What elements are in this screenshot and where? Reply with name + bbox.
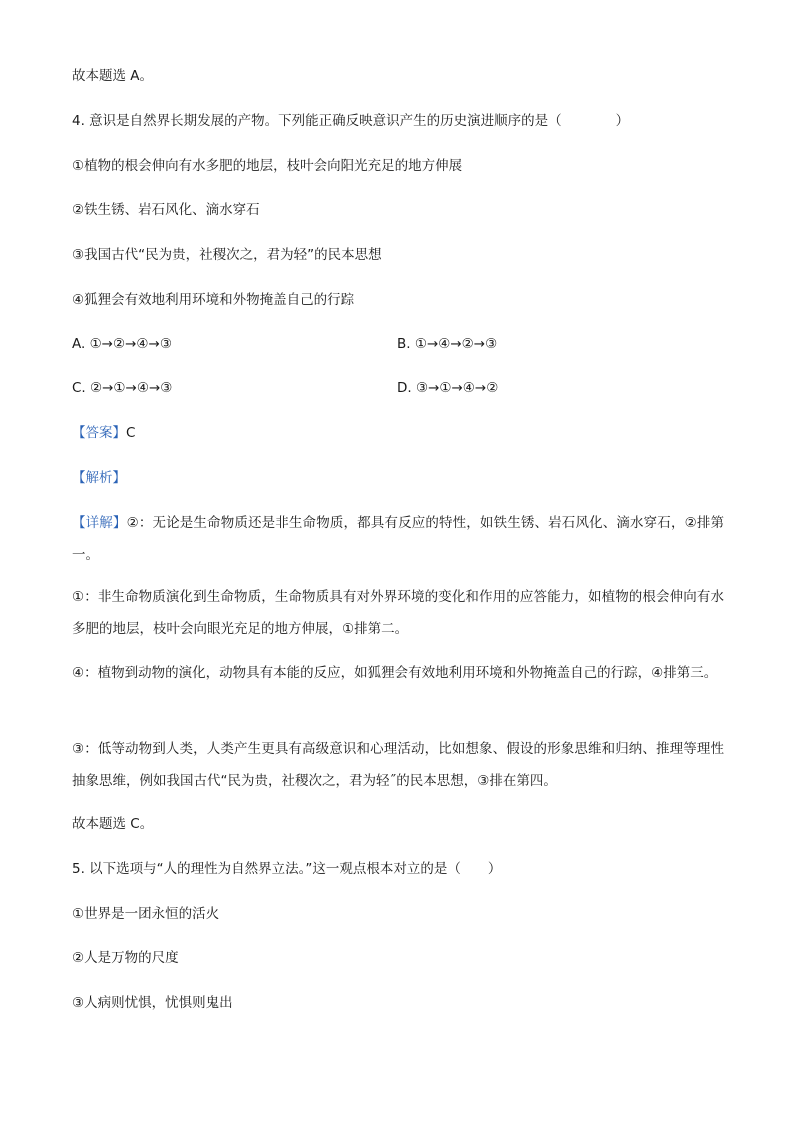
detail-paragraph-4: ③：低等动物到人类，人类产生更具有高级意识和心理活动，比如想象、假设的形象思维和归纳、推理等理性抽象思维，例如我国古代“民为贵，社稷次之，君为轻˝的民本思想，③排在第四。 [72,741,724,789]
question-4-item-2: ②铁生锈、岩石风化、滴水穿石 [72,202,260,218]
option-b: B. ①→④→②→③ [397,336,498,352]
option-a: A. ①→②→④→③ [72,336,172,352]
option-d: D. ③→①→④→② [397,380,499,396]
detail-label: 【详解】 [72,515,127,531]
option-c: C. ②→①→④→③ [72,380,173,396]
detail-paragraph-1 [72,507,724,571]
question-5-stem: 5. 以下选项与“人的理性为自然界立法。”这一观点根本对立的是（ ） [72,861,502,877]
detail-paragraph-3: ④：植物到动物的演化，动物具有本能的反应，如狐狸会有效地利用环境和外物掩盖自己的行踪，④排第三。 [72,665,718,681]
answer-label: 【答案】 [72,425,126,441]
question-5-item-3: ③人病则忧惧，忧惧则鬼出 [72,995,233,1011]
question-5-item-1: ①世界是一团永恒的活火 [72,906,220,922]
previous-conclusion: 故本题选 A。 [72,68,154,84]
question-4-item-3: ③我国古代“民为贵，社稷次之，君为轻”的民本思想 [72,247,382,263]
question-4-item-1: ①植物的根会伸向有水多肥的地层，枝叶会向阳光充足的地方伸展 [72,158,463,174]
analysis-label: 【解析】 [72,470,126,486]
detail-text-1: ②：无论是生命物质还是非生命物质，都具有反应的特性，如铁生锈、岩石风化、滴水穿石，②排第一。 [72,515,724,563]
answer-value: C [126,425,136,441]
question-4-item-4: ④狐狸会有效地利用环境和外物掩盖自己的行踪 [72,292,355,308]
detail-paragraph-2: ①：非生命物质演化到生命物质，生命物质具有对外界环境的变化和作用的应答能力，如植物的根会伸向有水多肥的地层，枝叶会向眼光充足的地方伸展，①排第二。 [72,589,724,637]
question-5-item-2: ②人是万物的尺度 [72,950,179,966]
question-4-conclusion: 故本题选 C。 [72,816,154,832]
question-4-stem: 4. 意识是自然界长期发展的产物。下列能正确反映意识产生的历史演进顺序的是（ ） [72,113,630,129]
answer-line [72,423,135,443]
